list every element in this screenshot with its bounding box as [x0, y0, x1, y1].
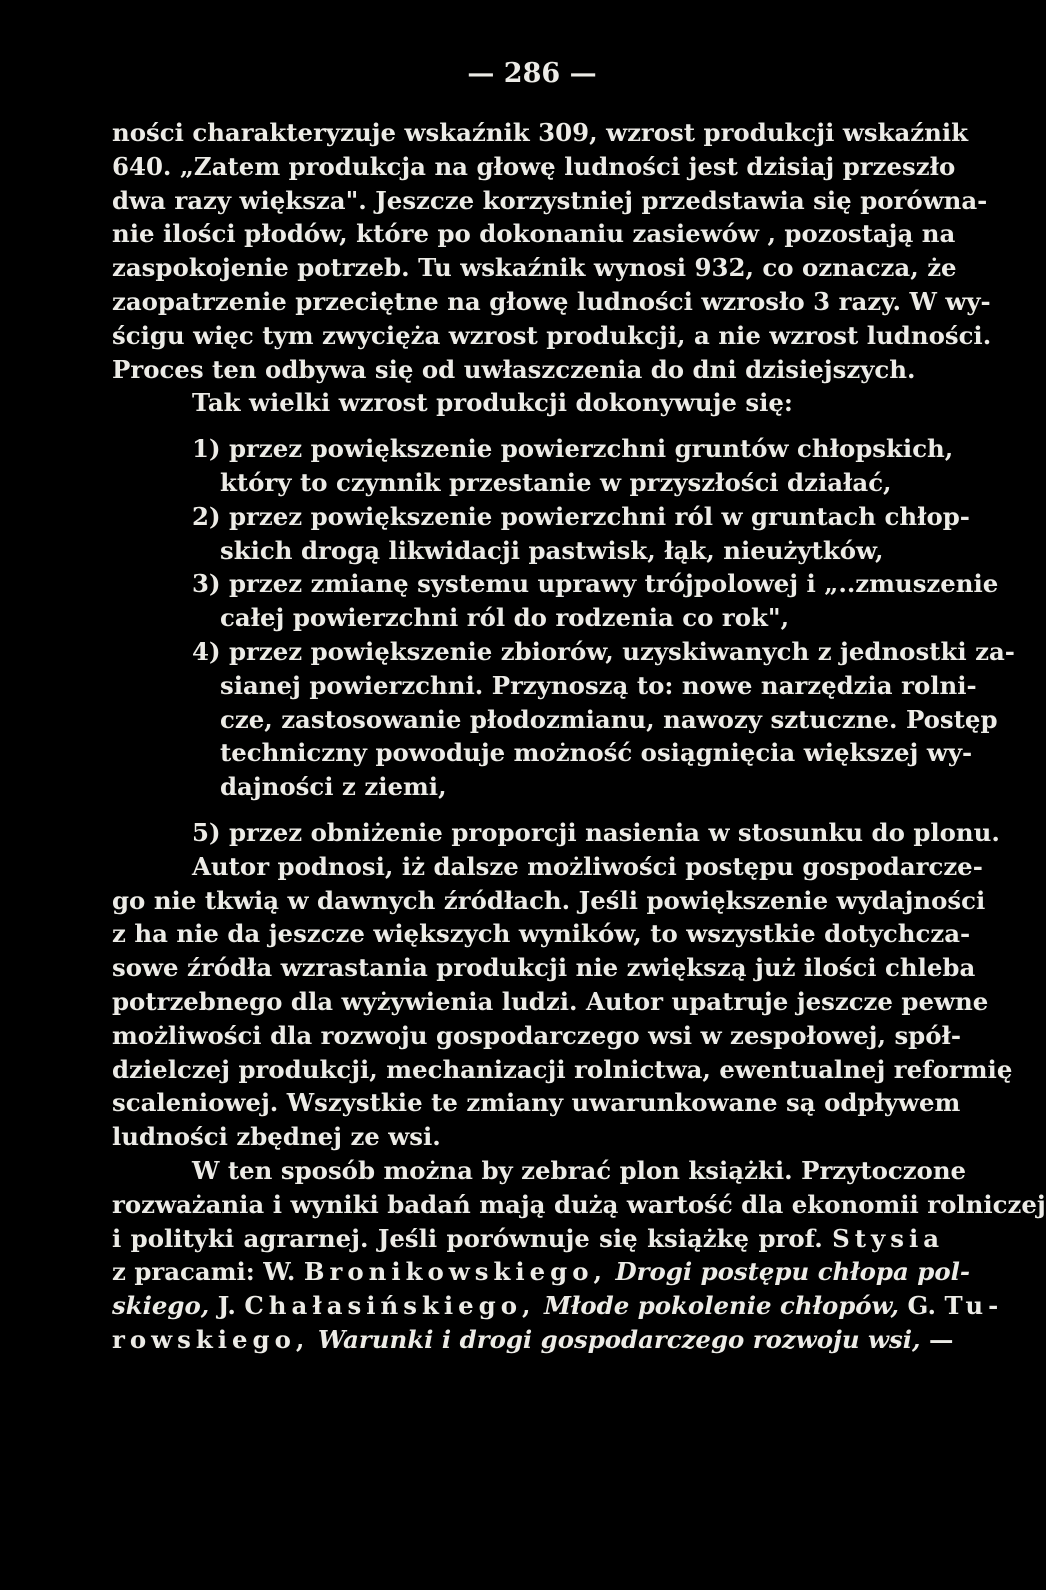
list-item-line: 5) przez obniżenie proporcji nasienia w stosunku do plonu.: [192, 817, 1000, 847]
author-name: Stysia: [832, 1223, 945, 1253]
list-item-line: cze, zastosowanie płodozmianu, nawozy sztuczne. Postęp: [220, 704, 998, 734]
list-item-line: techniczny powoduje możność osiągnięcia większej wy-: [220, 738, 973, 768]
text-line: potrzebnego dla wyżywienia ludzi. Autor upatruje jeszcze pewne: [112, 986, 989, 1016]
text-line: ludności zbędnej ze wsi.: [112, 1122, 441, 1152]
list-item-line: 2) przez powiększenie powierzchni ról w gruntach chłop-: [192, 501, 970, 531]
book-title: Młode pokolenie chłopów,: [543, 1291, 900, 1321]
author-name: Tu-: [944, 1291, 1004, 1321]
text-line: zaspokojenie potrzeb. Tu wskaźnik wynosi 932, co oznacza, że: [112, 253, 957, 283]
text-line: scaleniowej. Wszystkie te zmiany uwarunkowane są odpływem: [112, 1088, 961, 1118]
list-item-line: 4) przez powiększenie zbiorów, uzyskiwanych z jednostki za-: [192, 636, 1015, 666]
text-line: możliwości dla rozwoju gospodarczego wsi w zespołowej, spół-: [112, 1020, 962, 1050]
book-title: Warunki i drogi gospodarczego rozwoju wsi,: [317, 1324, 921, 1354]
list-item-line: skich drogą likwidacji pastwisk, łąk, nieużytków,: [220, 535, 884, 565]
list-item-line: całej powierzchni ról do rodzenia co rok",: [220, 603, 790, 633]
book-title: Drogi postępu chłopa pol-: [615, 1257, 970, 1287]
text-line: zaopatrzenie przeciętne na głowę ludności wzrosło 3 razy. W wy-: [112, 286, 991, 316]
text-line: z ha nie da jeszcze większych wyników, to wszystkie dotychcza-: [112, 919, 971, 949]
list-item-line: 1) przez powiększenie powierzchni gruntów chłopskich,: [192, 434, 954, 464]
text-line: [112, 1289, 1004, 1323]
body-text: [112, 116, 1046, 1357]
page-number: — 286 —: [467, 58, 597, 89]
text-line: nie ilości płodów, które po dokonaniu zasiewów , pozostają na: [112, 219, 956, 249]
text-line: sowe źródła wzrastania produkcji nie zwiększą już ilości chleba: [112, 953, 976, 983]
author-name: Bronikowskiego,: [303, 1257, 607, 1287]
author-name: rowskiego,: [112, 1324, 310, 1354]
text-line: Proces ten odbywa się od uwłaszczenia do dni dzisiejszych.: [112, 354, 916, 384]
text-line: ścigu więc tym zwycięża wzrost produkcji, a nie wzrost ludności.: [112, 320, 992, 350]
text-line: [112, 1255, 970, 1289]
list-item-line: który to czynnik przestanie w przyszłości działać,: [220, 467, 892, 497]
text-line: [112, 1323, 954, 1357]
text-line: go nie tkwią w dawnych źródłach. Jeśli powiększenie wydajności: [112, 885, 986, 915]
text-line: W ten sposób można by zebrać plon książki. Przytoczone: [192, 1155, 967, 1185]
text-line: dzielczej produkcji, mechanizacji rolnictwa, ewentualnej reformię: [112, 1054, 1013, 1084]
author-name: Chałasińskiego,: [244, 1291, 536, 1321]
text-segment: J.: [217, 1291, 236, 1321]
text-segment: —: [929, 1324, 954, 1354]
text-line: Autor podnosi, iż dalsze możliwości postępu gospodarcze-: [192, 851, 983, 881]
text-line: ności charakteryzuje wskaźnik 309, wzrost produkcji wskaźnik: [112, 118, 969, 147]
list-item-line: 3) przez zmianę systemu uprawy trójpolowej i „..zmuszenie: [192, 569, 999, 599]
list-item-line: dajności z ziemi,: [220, 772, 447, 802]
book-title: skiego,: [112, 1291, 210, 1321]
text-segment: z pracami: W.: [112, 1257, 296, 1287]
text-line: dwa razy większa". Jeszcze korzystniej przedstawia się porówna-: [112, 185, 988, 215]
list-item-line: sianej powierzchni. Przynoszą to: nowe narzędzia rolni-: [220, 670, 977, 700]
text-line: rozważania i wyniki badań mają dużą wartość dla ekonomii rolniczej: [112, 1189, 1046, 1219]
text-line: Tak wielki wzrost produkcji dokonywuje się:: [192, 388, 793, 418]
text-segment: G.: [907, 1291, 936, 1321]
text-segment: i polityki agrarnej. Jeśli porównuje się książkę prof.: [112, 1223, 823, 1253]
text-line: [112, 1222, 944, 1256]
text-line: 640. „Zatem produkcja na głowę ludności jest dzisiaj przeszło: [112, 151, 956, 181]
